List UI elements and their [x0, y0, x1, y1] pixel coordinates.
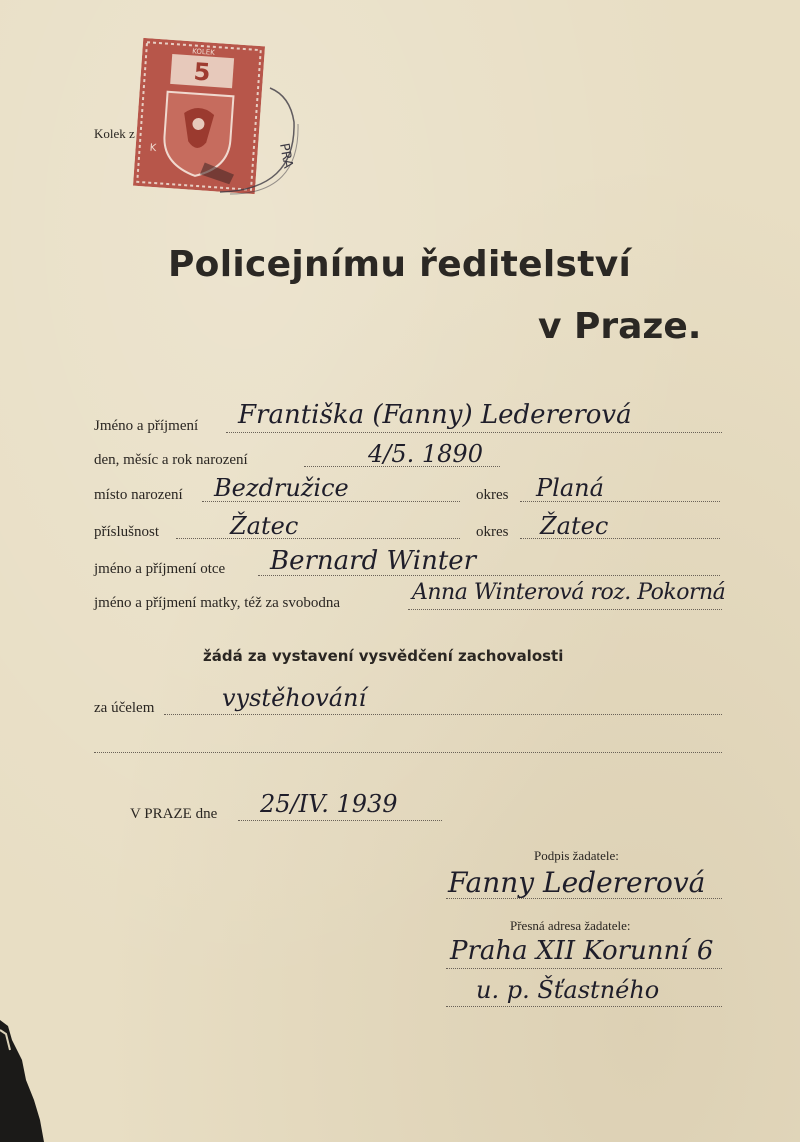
birth-place-value: Bezdružice — [214, 474, 349, 502]
purpose-value: vystěhování — [222, 684, 367, 712]
date-value: 25/IV. 1939 — [260, 790, 398, 818]
name-value: Františka (Fanny) Ledererová — [238, 400, 632, 430]
father-label: jméno a příjmení otce — [94, 561, 226, 577]
stamp-label: KOLEK — [191, 47, 216, 57]
date-dots — [238, 820, 442, 821]
birth-place-label: místo narození — [94, 487, 183, 503]
torn-edge — [0, 1020, 44, 1142]
domicile-district-value: Žatec — [540, 512, 609, 540]
birth-place-district-value: Planá — [536, 474, 604, 502]
address-dots-1 — [446, 968, 722, 969]
mother-dots — [408, 609, 722, 610]
postmark — [200, 82, 300, 202]
title-line-1: Policejnímu ředitelství — [168, 244, 632, 285]
signature-value: Fanny Ledererová — [448, 866, 706, 899]
purpose-dots — [164, 714, 722, 715]
request-heading: žádá za vystavení vysvědčení zachovalosti — [203, 647, 564, 665]
address-label: Přesná adresa žadatele: — [510, 918, 631, 933]
name-dots — [226, 432, 722, 433]
mother-label: jméno a příjmení matky, též za svobodna — [94, 595, 341, 611]
address-line-2: u. p. Šťastného — [476, 976, 660, 1004]
title-line-2: v Praze. — [538, 306, 702, 347]
name-label: Jméno a příjmení — [94, 418, 199, 434]
date-label: V PRAZE dne — [130, 806, 218, 822]
kolek-label: Kolek z — [94, 126, 135, 141]
purpose-extra-dots — [94, 752, 722, 753]
address-dots-2 — [446, 1006, 722, 1007]
domicile-label: příslušnost — [94, 524, 160, 540]
postmark-text: PRA — [276, 142, 296, 170]
mother-value: Anna Winterová roz. Pokorná — [412, 580, 726, 605]
stamp-value: 5 — [192, 57, 212, 87]
signature-label: Podpis žadatele: — [534, 848, 619, 863]
purpose-label: za účelem — [94, 700, 155, 716]
domicile-dots — [176, 538, 460, 539]
stamp-currency: K — [149, 142, 157, 155]
domicile-district-label: okres — [476, 524, 509, 540]
birth-date-value: 4/5. 1890 — [368, 440, 483, 468]
domicile-value: Žatec — [230, 512, 299, 540]
birth-date-label: den, měsíc a rok narození — [94, 452, 248, 468]
birth-place-district-label: okres — [476, 487, 509, 503]
address-line-1: Praha XII Korunní 6 — [450, 936, 714, 966]
father-value: Bernard Winter — [270, 546, 477, 576]
